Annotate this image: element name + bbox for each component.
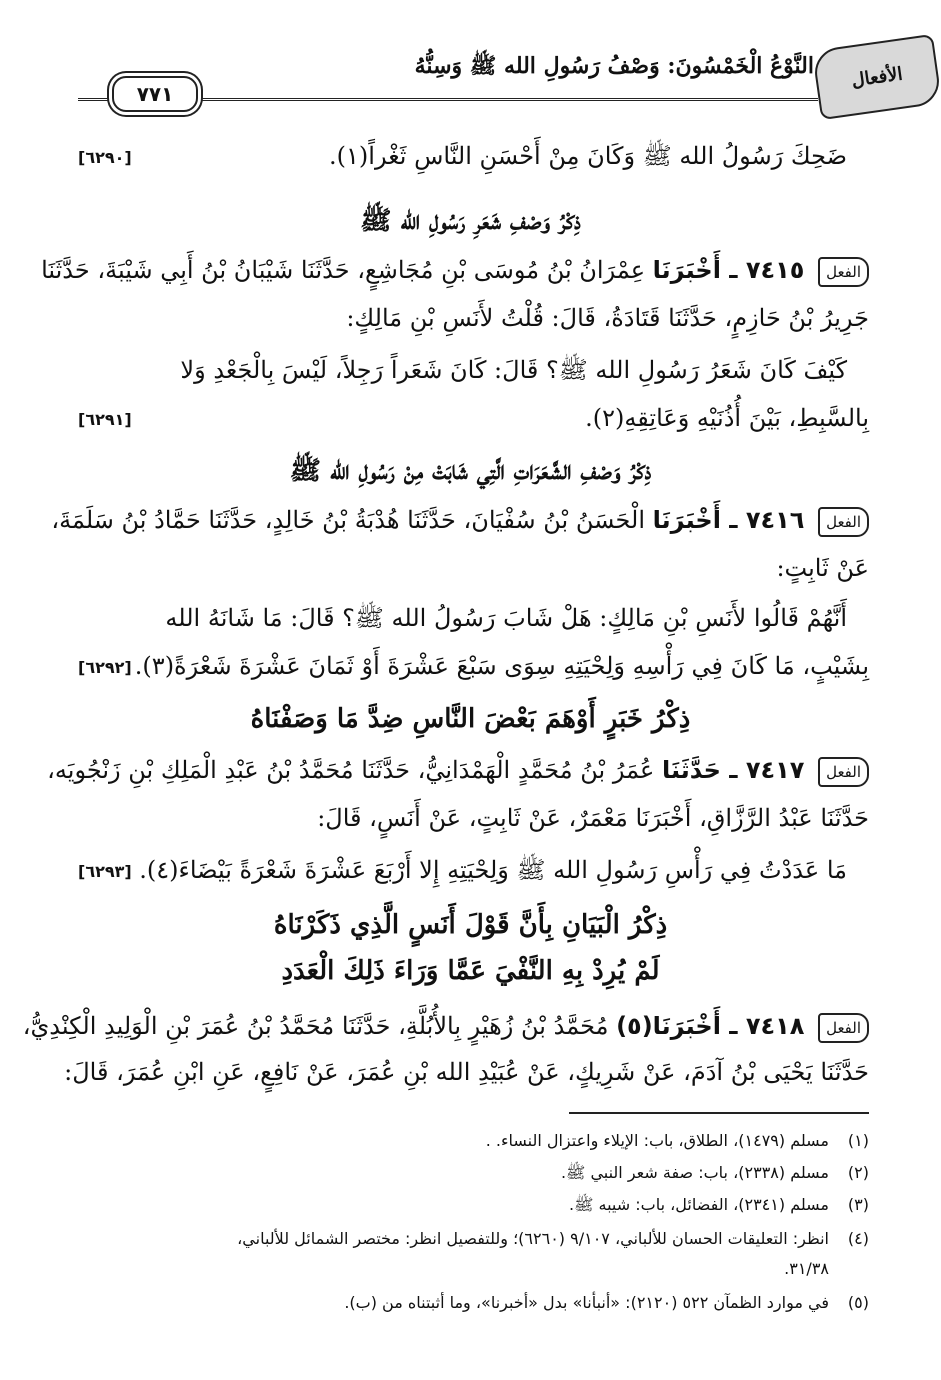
footnote-text: مسلم (٢٣٤١)، الفضائل، باب: شيبه ﷺ. <box>569 1195 829 1214</box>
hadith-tag: الفعل <box>818 257 869 287</box>
hadith-number: ٧٤١٦ ـ أَخْبَرَنَا <box>652 506 805 534</box>
hadith-line <box>47 750 869 790</box>
text-line: جَرِيرُ بْنُ حَازِمٍ، حَدَّثَنَا قَتَادَةُ، قَالَ: قُلْتُ لأَنَسِ بْنِ مَالِكٍ: <box>346 304 869 332</box>
page-header <box>78 40 938 112</box>
reference-number: [٦٢٩١] <box>78 410 132 429</box>
footnote <box>72 1226 869 1252</box>
footnote <box>72 1192 869 1218</box>
text-span: الْحَسَنُ بْنُ سُفْيَانَ، حَدَّثَنَا هُدْبَةُ بْنُ خَالِدٍ، حَدَّثَنَا حَمَّادُ بْنُ سَلَمَةَ، <box>51 506 646 534</box>
chapter-badge: الأفعال <box>812 34 941 120</box>
hadith-line <box>41 250 869 290</box>
footnote-text: مسلم (٢٣٣٨)، باب: صفة شعر النبي ﷺ. <box>560 1163 829 1182</box>
footnote-number: (٥) <box>847 1293 869 1312</box>
footnote-rule <box>569 1112 869 1114</box>
hadith-line <box>22 1006 869 1046</box>
hadith-number: ٧٤١٥ ـ أَخْبَرَنَا <box>652 256 805 284</box>
footnote <box>72 1290 869 1316</box>
text-line: ضَحِكَ رَسُولُ الله ﷺ وَكَانَ مِنْ أَحْسَنِ النَّاسِ ثَغْراً(١). <box>329 142 847 170</box>
text-line: كَيْفَ كَانَ شَعَرُ رَسُولِ الله ﷺ؟ قَالَ: كَانَ شَعَراً رَجِلاً، لَيْسَ بِالْجَعْدِ وَلا <box>180 356 847 384</box>
text-line: مَا عَدَدْتُ فِي رَأْسِ رَسُولِ الله ﷺ وَلِحْيَتِهِ إِلا أَرْبَعَ عَشْرَةَ شَعْرَةً بَيْضَاءَ(٤). <box>139 856 847 884</box>
footnote-text: مسلم (١٤٧٩)، الطلاق، باب: الإيلاء واعتزال النساء. . <box>485 1131 829 1150</box>
section-heading: لَمْ يُرِدْ بِهِ النَّفْيَ عَمَّا وَرَاءَ ذَلِكَ الْعَدَدِ <box>281 956 660 986</box>
hadith-tag: الفعل <box>818 1013 869 1043</box>
hadith-line <box>51 500 869 540</box>
section-heading: ذِكْرُ خَبَرٍ أَوْهَمَ بَعْضَ النَّاسِ ضِدَّ مَا وَصَفْنَاهُ <box>250 704 691 734</box>
text-line: عَنْ ثَابِتٍ: <box>776 554 869 582</box>
text-span: عِمْرَانُ بْنُ مُوسَى بْنِ مُجَاشِعٍ، حَدَّثَنَا شَيْبَانُ بْنُ أَبِي شَيْبَةَ، حَدَّثَنَا <box>41 256 646 284</box>
hadith-tag: الفعل <box>818 757 869 787</box>
hadith-number: ٧٤١٨ ـ أَخْبَرَنَا(٥) <box>616 1012 805 1040</box>
text-span: عُمَرُ بْنُ مُحَمَّدٍ الْهَمْدَانِيُّ، حَدَّثَنَا مُحَمَّدُ بْنُ عَبْدِ الْمَلِكِ بْنِ زَنْجُويَه، <box>47 756 655 784</box>
section-heading: ذِكْرُ وَصْفِ شَعَرِ رَسُولِ الله ﷺ <box>360 206 581 236</box>
footnote <box>72 1160 869 1186</box>
footnote-text: ٣١/٣٨. <box>784 1259 829 1278</box>
footnote-number: (٤) <box>847 1229 869 1248</box>
hadith-number: ٧٤١٧ ـ حَدَّثَنَا <box>661 756 805 784</box>
text-line: حَدَّثَنَا يَحْيَى بْنُ آدَمَ، عَنْ شَرِيكٍ، عَنْ عُبَيْدِ الله بْنِ عُمَرَ، عَنْ نَافِعٍ، عَنِ ابْنِ عُمَرَ، قَالَ: <box>64 1058 869 1086</box>
reference-number: [٦٢٩٢] <box>78 658 132 677</box>
footnote-number: (٣) <box>847 1195 869 1214</box>
footnote <box>72 1128 869 1154</box>
footnote-number: (١) <box>847 1131 869 1150</box>
text-line: بِشَيْبٍ، مَا كَانَ فِي رَأْسِهِ وَلِحْيَتِهِ سِوَى سَبْعَ عَشْرَةَ أَوْ ثَمَانَ عَشْرَةَ شَعْرَةً(٣). <box>134 652 869 680</box>
footnote-text: في موارد الظمآن ٥٢٢ (٢١٢٠): «أنبأنا» بدل «أخبرنا»، وما أثبتناه من (ب). <box>344 1293 829 1312</box>
section-heading: ذِكْرُ الْبَيَانِ بِأَنَّ قَوْلَ أَنَسٍ الَّذِي ذَكَرْنَاهُ <box>273 910 668 940</box>
footnote-text: انظر: التعليقات الحسان للألباني، ٩/١٠٧ (٦٢٦٠)؛ وللتفصيل انظر: مختصر الشمائل للألباني، <box>237 1229 829 1248</box>
text-line: أَنَّهُمْ قَالُوا لأَنَسِ بْنِ مَالِكٍ: هَلْ شَابَ رَسُولُ الله ﷺ؟ قَالَ: مَا شَانَهُ الله <box>165 604 847 632</box>
footnote <box>72 1256 869 1282</box>
page-number: ٧٧١ <box>112 76 198 112</box>
footnote-number: (٢) <box>847 1163 869 1182</box>
text-span: مُحَمَّدُ بْنُ زُهَيْرٍ بِالأُبُلَّةِ، حَدَّثَنَا مُحَمَّدُ بْنُ عُمَرَ بْنِ الْوَلِيدِ الْكِنْدِيُّ، <box>22 1012 609 1040</box>
running-title: النَّوْعُ الْخَمْسُونَ: وَصْفُ رَسُولِ الله ﷺ وَسِنُّهُ <box>414 53 814 79</box>
text-line: بِالسَّبِطِ، بَيْنَ أُذُنَيْهِ وَعَاتِقِهِ(٢). <box>585 404 869 432</box>
text-line: حَدَّثَنَا عَبْدُ الرَّزَّاقِ، أَخْبَرَنَا مَعْمَرٌ، عَنْ ثَابِتٍ، عَنْ أَنَسٍ، قَالَ: <box>317 804 869 832</box>
hadith-tag: الفعل <box>818 507 869 537</box>
section-heading: ذِكْرُ وَصْفِ الشَّعَرَاتِ الَّتِي شَابَتْ مِنْ رَسُولِ الله ﷺ <box>289 456 652 486</box>
reference-number: [٦٢٩٣] <box>78 862 132 881</box>
reference-number: [٦٢٩٠] <box>78 148 132 167</box>
